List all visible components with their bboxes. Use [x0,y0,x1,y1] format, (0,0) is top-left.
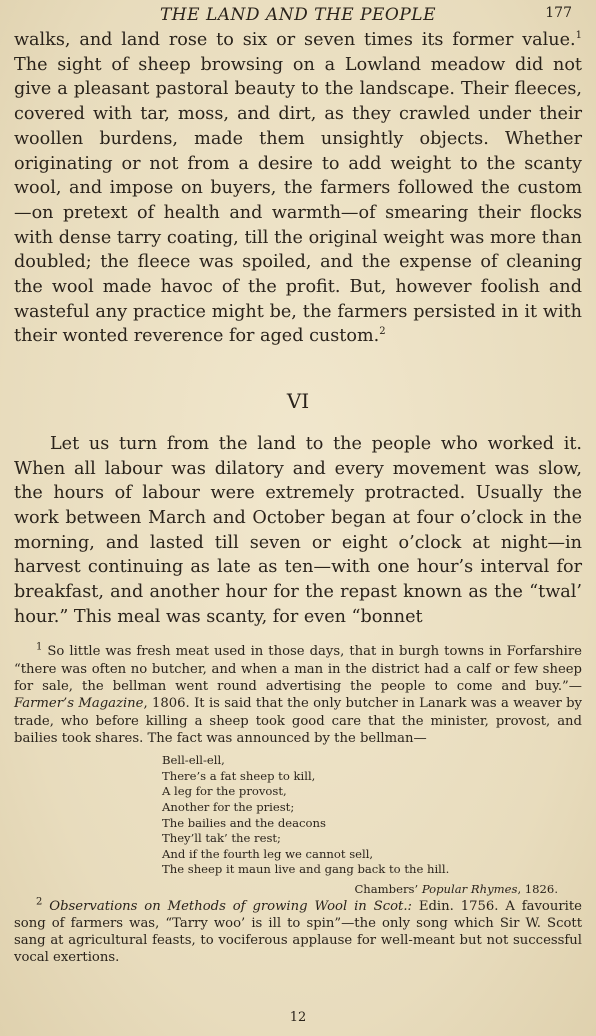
footnote-1 [14,643,582,747]
poem-line: A leg for the provost, [162,784,287,799]
footnote-1-text-a: So little was fresh meat used in those days, that in burgh towns in Forfarshire “there was often no butcher, and when a man in the district had a calf or few sheep for sale, the bellman went round advertising the people to come and buy.”— [14,644,582,695]
bellman-rhyme [162,753,582,878]
poem-source-year: , 1826. [517,882,558,896]
page-header [14,0,582,28]
footnote-2-title: Observations on Methods of growing Wool in Scot.: [49,898,412,914]
page-number: 177 [545,5,572,21]
footnote-1-source: Farmer’s Magazine [14,696,144,712]
footnote-1-marker: 1 [36,642,43,654]
running-head: THE LAND AND THE PEOPLE [159,5,437,25]
poem-source-author: Chambers’ [354,882,422,896]
poem-line: Bell-ell-ell, [162,753,225,768]
footnote-1-text-b: , 1806. It is said that the only butcher in Lanark was a weaver by trade, who before killing a sheep took good care that the minister, provost, and bailies took shares. The fact was announced by the bellman— [14,696,582,746]
signature-mark: 12 [289,1010,307,1025]
poem-source [14,882,558,898]
footnote-2-text: Edin. 1756. A favourite song of farmers was, “Tarry woo’ is ill to spin”—the only song which Sir W. Scott sang at agricultural feasts, to vociferous applause for well-meant but not successful vocal exertions. [14,898,582,966]
footnote-2-marker: 2 [36,896,43,908]
poem-line: They’ll tak’ the rest; [162,831,281,846]
paragraph-1-text-a: walks, and land rose to six or seven times its former value. [14,30,576,50]
poem-line: The bailies and the deacons [162,815,326,830]
footnote-ref-2[interactable]: 2 [379,326,386,338]
paragraph-2: Let us turn from the land to the people who worked it. When all labour was dilatory and every movement was slow, the hours of labour were extremely protracted. Usually the work between March and October began at four o’clock in the morning, and lasted till seven or eight o’clock at night—in harvest continuing as late as ten—with one hour’s interval for breakfast, and another hour for the repast known as the “twal’ hour.” This meal was scanty, for even “bonnet [14,433,582,627]
poem-source-title: Popular Rhymes [421,882,518,896]
footnote-ref-1[interactable]: 1 [575,30,582,42]
paragraph-1-text-b: The sight of sheep browsing on a Lowland meadow did not give a pleasant pastoral beauty to the landscape. Their fleeces, covered with tar, moss, and dirt, as they crawled under their woollen burdens, made them unsightly objects. Whether originating or not from a desire to add weight to the scanty wool, and impose on buyers, the farmers followed the custom —on pretext of health and warmth—of smearing their flocks with dense tarry coating, till the original weight was more than doubled; the fleece was spoiled, and the expense of cleaning the wool made havoc of the profit. But, however foolish and wasteful any practice might be, the farmers persisted in it with their wonted reverence for aged custom. [14,54,582,347]
poem-line: Another for the priest; [162,800,295,815]
paragraph-1 [14,28,582,349]
poem-line: The sheep it maun live and gang back to the hill. [162,862,450,877]
section-heading: VI [286,389,310,414]
poem-line: And if the fourth leg we cannot sell, [162,846,374,861]
poem-line: There’s a fat sheep to kill, [162,768,316,783]
footnote-2 [14,898,582,967]
main-text [14,28,582,629]
footnotes [14,643,582,966]
